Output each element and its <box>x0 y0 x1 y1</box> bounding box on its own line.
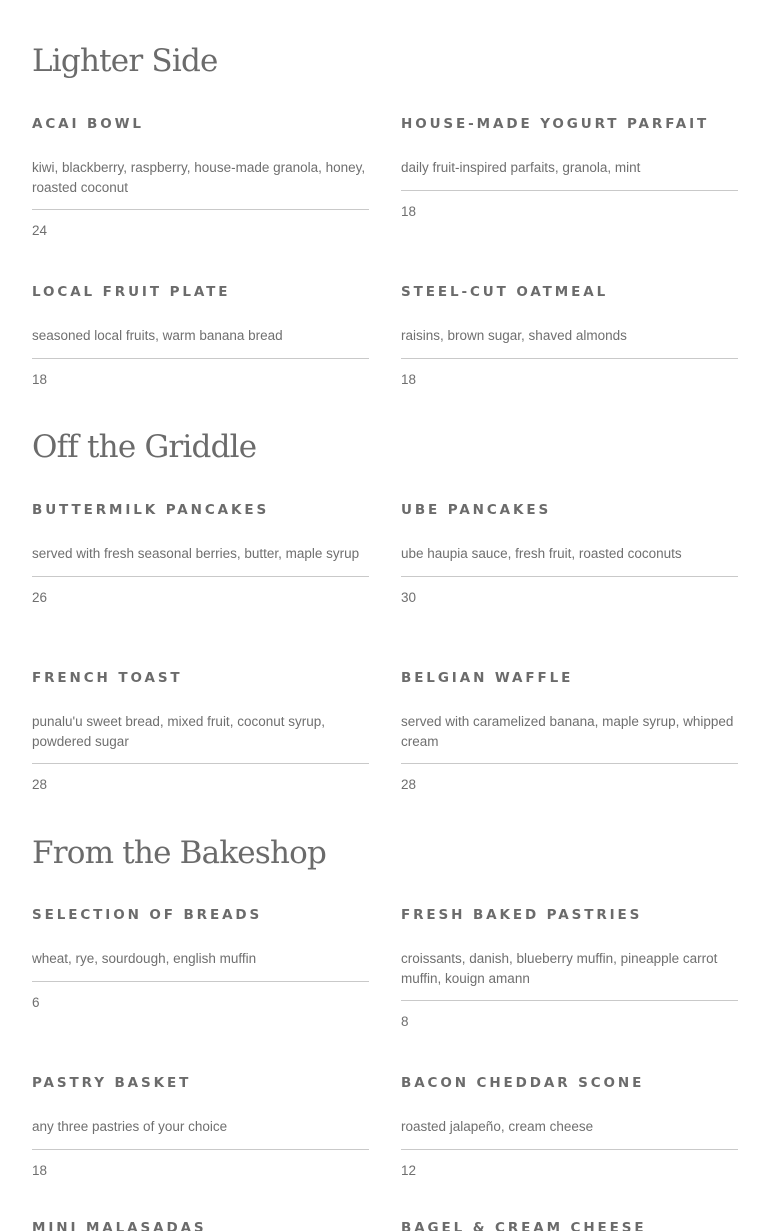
menu-item-belgian-waffle <box>401 670 738 793</box>
item-price: 12 <box>401 1162 417 1178</box>
menu-item-steel-cut-oatmeal <box>401 284 738 388</box>
item-description: wheat, rye, sourdough, english muffin <box>32 949 369 982</box>
menu-item-local-fruit-plate <box>32 284 369 388</box>
item-price: 24 <box>32 223 48 238</box>
menu-item-bagel-cream-cheese <box>401 1220 738 1231</box>
item-description: daily fruit-inspired parfaits, granola, mint <box>401 158 738 191</box>
item-name: FRESH BAKED PASTRIES <box>401 907 643 923</box>
section-title-lighter-side: Lighter Side <box>32 43 218 79</box>
item-name: UBE PANCAKES <box>401 502 552 518</box>
item-description: any three pastries of your choice <box>32 1117 369 1150</box>
item-description: punalu'u sweet bread, mixed fruit, coconut syrup, powdered sugar <box>32 712 369 764</box>
item-price: 28 <box>32 777 48 792</box>
menu-item-mini-malasadas <box>32 1220 369 1231</box>
item-name: MINI MALASADAS <box>32 1220 207 1231</box>
item-name: BAGEL & CREAM CHEESE <box>401 1220 647 1231</box>
menu-item-yogurt-parfait <box>401 116 738 220</box>
item-name: PASTRY BASKET <box>32 1075 192 1091</box>
item-price: 26 <box>32 589 48 605</box>
menu-item-acai-bowl <box>32 116 369 239</box>
item-price: 18 <box>32 1162 48 1178</box>
item-price: 18 <box>401 371 417 387</box>
item-description: roasted jalapeño, cream cheese <box>401 1117 738 1150</box>
item-name: SELECTION OF BREADS <box>32 907 263 923</box>
item-description: served with caramelized banana, maple syrup, whipped cream <box>401 712 738 764</box>
item-name: BUTTERMILK PANCAKES <box>32 502 270 518</box>
menu-item-bacon-cheddar-scone <box>401 1075 738 1179</box>
item-price: 28 <box>401 777 417 792</box>
item-description: ube haupia sauce, fresh fruit, roasted coconuts <box>401 544 738 577</box>
item-name: HOUSE-MADE YOGURT PARFAIT <box>401 116 710 132</box>
item-name: LOCAL FRUIT PLATE <box>32 284 231 300</box>
menu-item-selection-of-breads <box>32 907 369 1011</box>
item-price: 8 <box>401 1014 409 1029</box>
menu-item-ube-pancakes <box>401 502 738 606</box>
item-price: 18 <box>401 203 417 219</box>
menu-item-buttermilk-pancakes <box>32 502 369 606</box>
item-description: kiwi, blackberry, raspberry, house-made granola, honey, roasted coconut <box>32 158 369 210</box>
item-name: FRENCH TOAST <box>32 670 183 686</box>
item-price: 30 <box>401 589 417 605</box>
item-description: croissants, danish, blueberry muffin, pineapple carrot muffin, kouign amann <box>401 949 738 1001</box>
item-description: seasoned local fruits, warm banana bread <box>32 326 369 359</box>
section-title-from-the-bakeshop: From the Bakeshop <box>32 835 327 871</box>
item-price: 6 <box>32 994 40 1010</box>
menu-item-french-toast <box>32 670 369 793</box>
section-title-off-the-griddle: Off the Griddle <box>32 429 257 465</box>
item-name: BELGIAN WAFFLE <box>401 670 574 686</box>
item-name: BACON CHEDDAR SCONE <box>401 1075 645 1091</box>
item-description: served with fresh seasonal berries, butter, maple syrup <box>32 544 369 577</box>
item-description: raisins, brown sugar, shaved almonds <box>401 326 738 359</box>
item-name: STEEL-CUT OATMEAL <box>401 284 609 300</box>
menu-item-fresh-baked-pastries <box>401 907 738 1030</box>
item-name: ACAI BOWL <box>32 116 144 132</box>
menu-item-pastry-basket <box>32 1075 369 1179</box>
item-price: 18 <box>32 371 48 387</box>
